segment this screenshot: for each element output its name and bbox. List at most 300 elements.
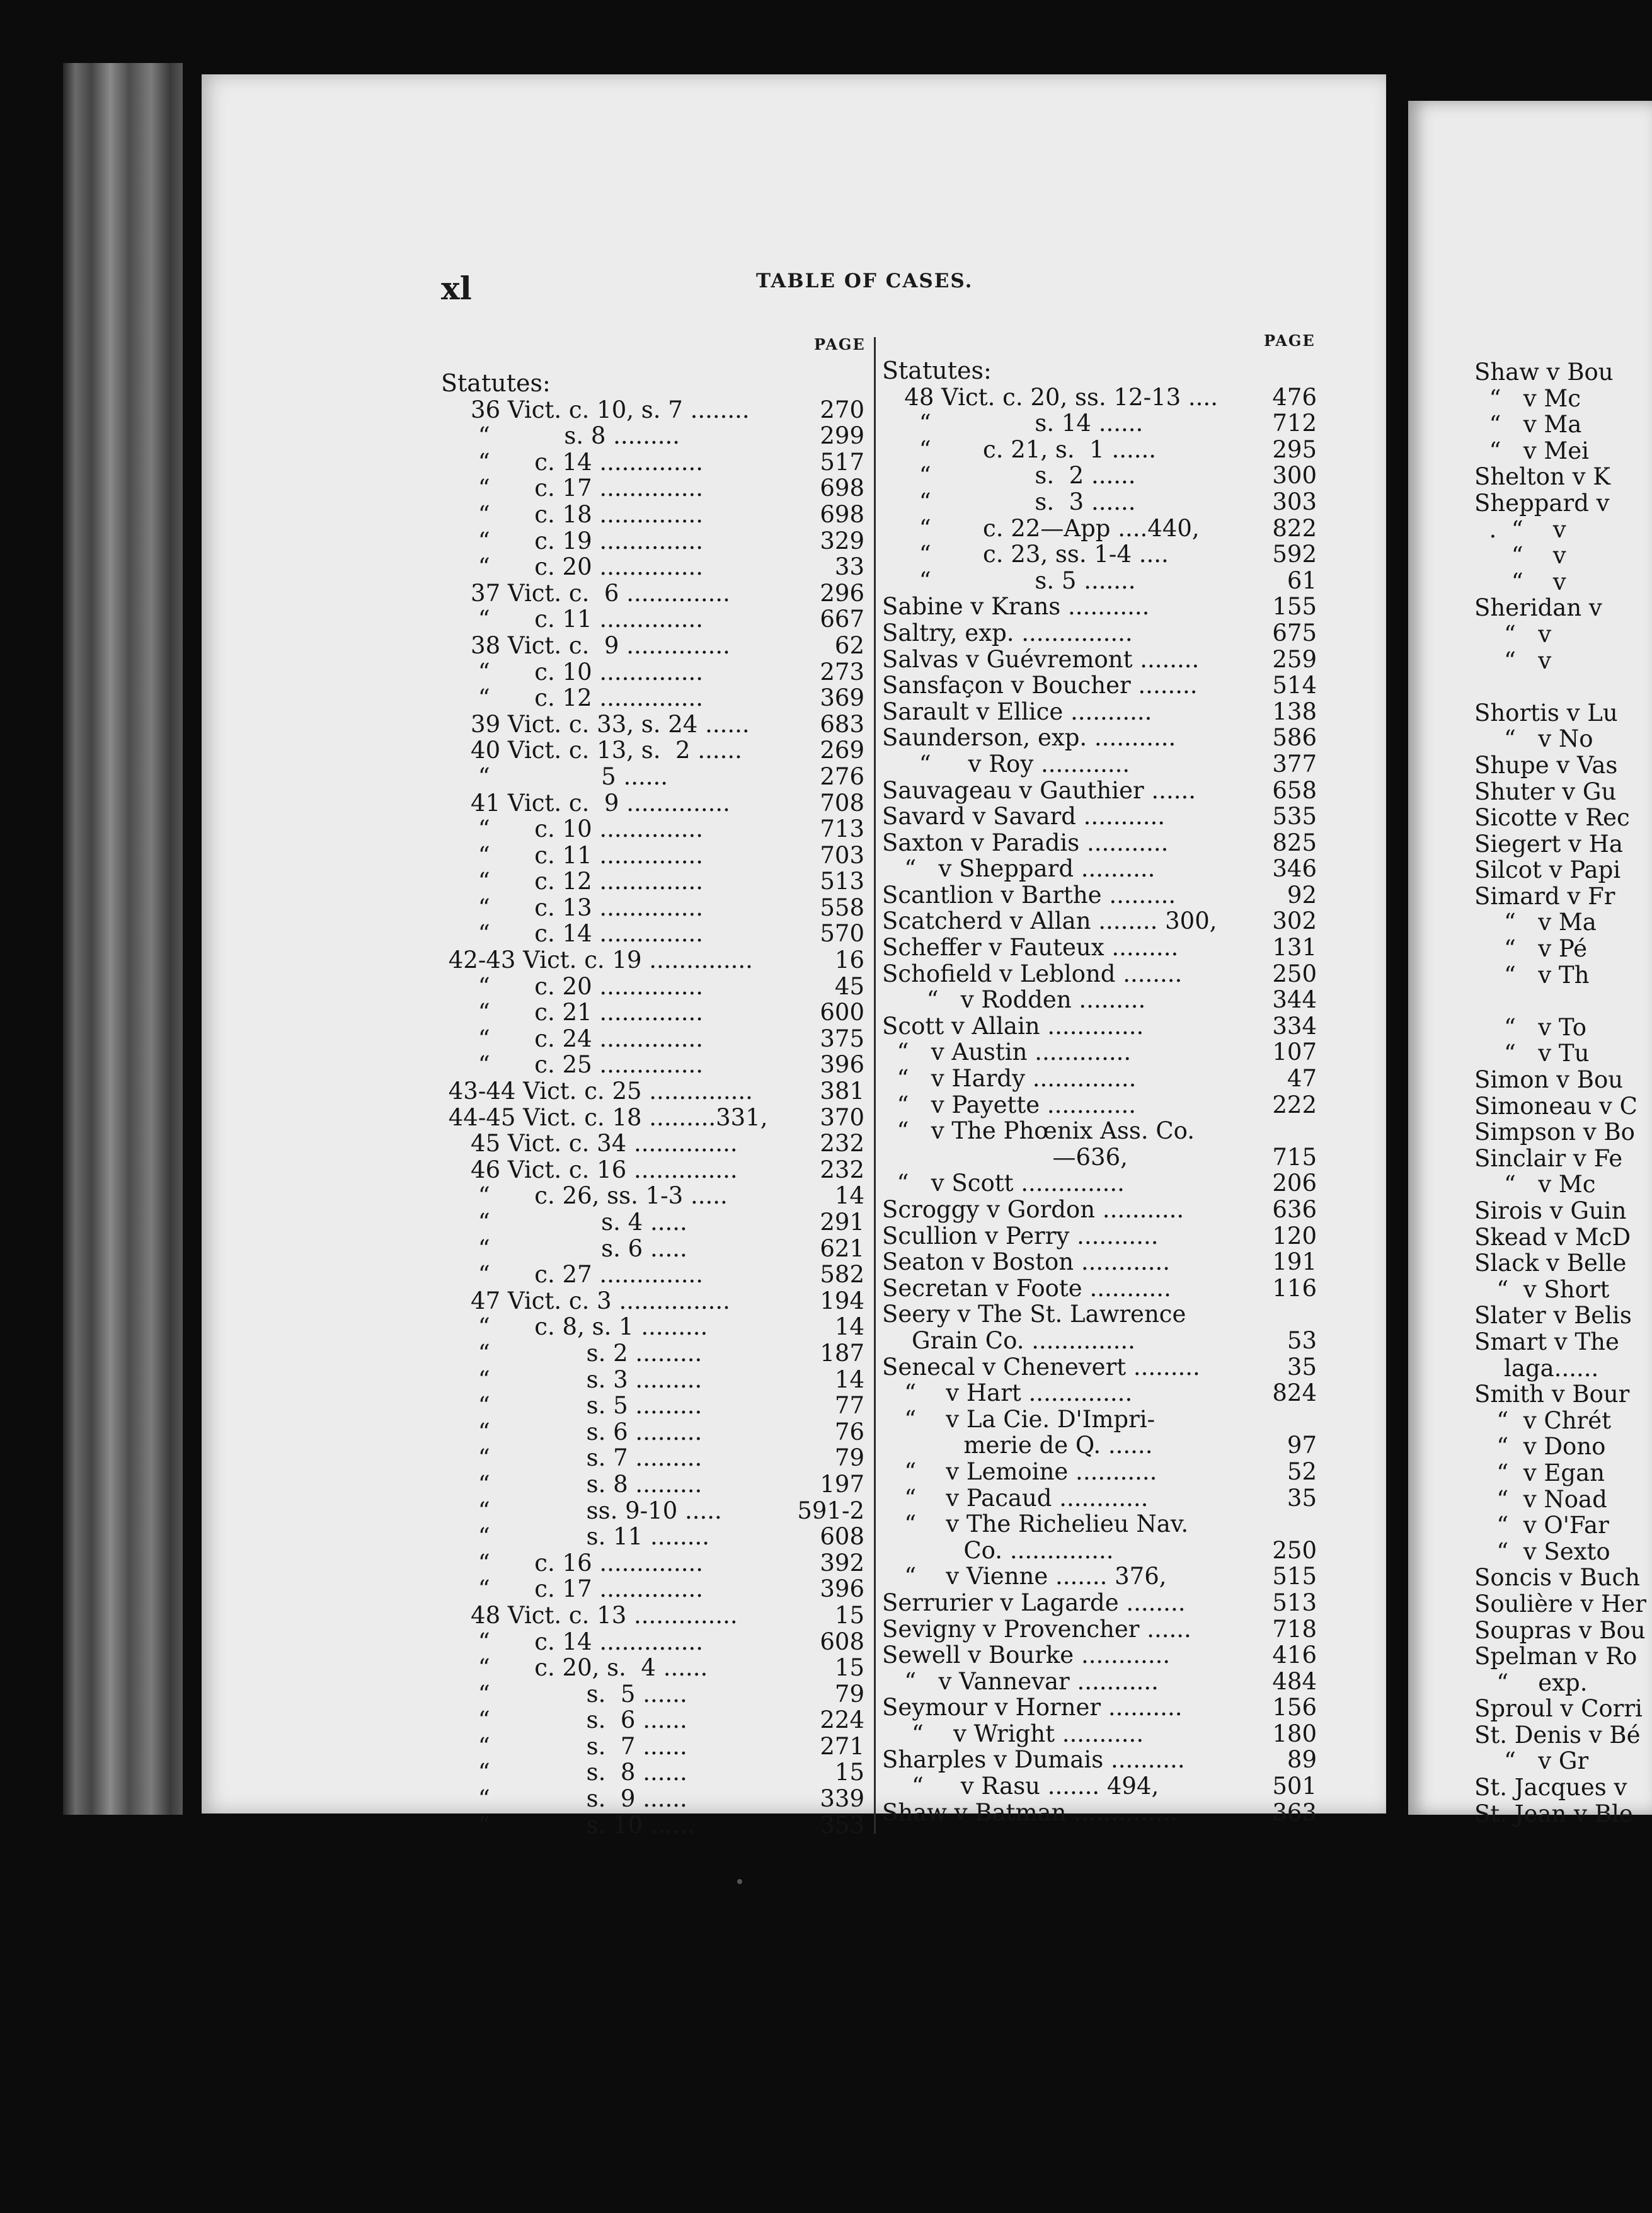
index-entry (882, 541, 1317, 568)
index-entry-partial (1474, 988, 1652, 1015)
running-head: TABLE OF CASES. (756, 270, 973, 292)
case-or-statute-name: “ c. 19 .............. (441, 527, 704, 555)
page-reference: 131 (1272, 934, 1317, 962)
page-reference: 570 (820, 920, 864, 948)
index-entry (882, 1511, 1317, 1538)
page-reference: 396 (820, 1575, 864, 1603)
page-reference: 582 (820, 1261, 864, 1289)
case-or-statute-name: “ s. 6 ..... (441, 1234, 687, 1262)
page-reference: 187 (820, 1339, 864, 1367)
page-reference: 514 (1272, 672, 1317, 699)
index-entry (882, 1590, 1317, 1616)
page-reference: 76 (834, 1418, 864, 1446)
index-entry-partial: Sicotte v Rec (1474, 804, 1630, 832)
index-entry-partial: “ v Egan (1474, 1459, 1605, 1486)
case-or-statute-name: “ c. 20, s. 4 ...... (441, 1654, 708, 1682)
case-or-statute-name: Schofield v Leblond ........ (882, 960, 1183, 987)
index-entry (441, 1236, 864, 1262)
case-or-statute-name: 45 Vict. c. 34 .............. (441, 1130, 738, 1158)
page-reference: 52 (1287, 1457, 1317, 1485)
case-or-statute-name: 37 Vict. c. 6 .............. (441, 579, 730, 607)
index-entry (882, 1328, 1317, 1354)
page-reference: 339 (820, 1785, 864, 1813)
book-page-edges (63, 63, 183, 1815)
index-entry-partial: “ v Pé (1474, 935, 1588, 963)
page-reference: 120 (1272, 1222, 1317, 1250)
case-or-statute-name: “ v Vannevar ........... (882, 1667, 1159, 1695)
index-entry (441, 790, 864, 817)
page-reference: 558 (820, 894, 864, 921)
page-reference: 334 (1272, 1012, 1317, 1040)
index-entry-partial: St. Jacques v (1474, 1774, 1627, 1802)
column-divider (874, 337, 876, 1834)
index-entry (441, 580, 864, 607)
index-entry-partial: Sheridan v (1474, 594, 1602, 622)
case-or-statute-name: “ s. 8 ......... (441, 422, 680, 450)
case-or-statute-name: “ v Wright ........... (882, 1720, 1144, 1747)
page-reference: 698 (820, 500, 864, 528)
page-reference: 370 (820, 1103, 864, 1131)
left-column-entries (441, 371, 864, 1838)
index-entry (882, 1538, 1317, 1564)
case-or-statute-name: “ c. 23, ss. 1-4 .... (882, 541, 1169, 568)
case-or-statute-name: “ v Scott .............. (882, 1170, 1125, 1197)
index-entry-partial: “ v (1474, 620, 1552, 648)
index-entry (441, 974, 864, 1000)
index-entry-partial: Shelton v K (1474, 463, 1610, 491)
index-entry (882, 1039, 1317, 1066)
page-reference: 344 (1272, 986, 1317, 1014)
index-entry (882, 1301, 1317, 1328)
case-or-statute-name: “ v The Phœnix Ass. Co. (882, 1117, 1195, 1145)
page-reference: 35 (1287, 1484, 1317, 1512)
page-reference: 92 (1287, 881, 1317, 909)
index-entry (882, 830, 1317, 856)
case-or-statute-name: 39 Vict. c. 33, s. 24 ...... (441, 710, 750, 738)
page-reference: 224 (820, 1706, 864, 1734)
case-or-statute-name: Statutes: (882, 357, 992, 384)
page-reference: 712 (1272, 410, 1317, 437)
page-reference: 155 (1272, 593, 1317, 621)
index-entry (441, 1681, 864, 1708)
index-entry (882, 1459, 1317, 1485)
case-or-statute-name: “ c. 14 .............. (441, 448, 704, 476)
case-or-statute-name: Saxton v Paradis ........... (882, 829, 1169, 856)
index-entry (441, 868, 864, 895)
index-entry (882, 1275, 1317, 1302)
page-reference: 329 (820, 527, 864, 555)
index-entry-partial: Soupras v Bou (1474, 1616, 1646, 1644)
index-entry-partial: Sproul v Corri (1474, 1695, 1643, 1723)
page-reference: 47 (1287, 1065, 1317, 1093)
page-reference: 14 (834, 1365, 864, 1393)
page-reference: 377 (1272, 750, 1317, 778)
index-entry (441, 1209, 864, 1236)
page-reference: 608 (820, 1628, 864, 1655)
index-entry (441, 371, 864, 397)
index-entry-partial: “ v Sexto (1474, 1538, 1610, 1565)
page-reference: 53 (1287, 1326, 1317, 1354)
page-reference: 222 (1272, 1091, 1317, 1118)
index-entry-partial: “ v Dono (1474, 1433, 1606, 1461)
index-entry (882, 751, 1317, 778)
index-entry (882, 803, 1317, 830)
case-or-statute-name: “ s. 3 ......... (441, 1365, 703, 1393)
index-entry (882, 1721, 1317, 1747)
index-entry (441, 606, 864, 633)
case-or-statute-name: “ c. 10 .............. (441, 658, 704, 686)
index-entry-partial: Sheppard v (1474, 489, 1610, 517)
page-reference: 703 (820, 841, 864, 869)
case-or-statute-name: “ s. 9 ...... (441, 1785, 687, 1813)
page-reference: 501 (1272, 1773, 1317, 1800)
index-entry (882, 594, 1317, 620)
case-or-statute-name: 48 Vict. c. 20, ss. 12-13 .... (882, 383, 1218, 411)
case-or-statute-name: 38 Vict. c. 9 .............. (441, 631, 730, 659)
page-reference: 476 (1272, 383, 1317, 411)
index-entry (441, 921, 864, 947)
case-or-statute-name: “ c. 25 .............. (441, 1051, 704, 1079)
page-column-label-right: PAGE (1264, 331, 1316, 350)
page-reference: 15 (834, 1601, 864, 1629)
case-or-statute-name: “ v Austin ............. (882, 1038, 1132, 1066)
case-or-statute-name: “ s. 2 ...... (882, 462, 1136, 490)
index-entry (882, 1354, 1317, 1381)
index-entry-partial: “ v Mei (1474, 437, 1590, 464)
index-entry (882, 987, 1317, 1013)
ink-dot (737, 1879, 742, 1884)
case-or-statute-name: Salvas v Guévremont ........ (882, 645, 1200, 673)
page-reference: 713 (820, 815, 864, 843)
index-entry-partial: Sinclair v Fe (1474, 1144, 1623, 1172)
index-entry (441, 1262, 864, 1288)
case-or-statute-name: “ v The Richelieu Nav. (882, 1510, 1189, 1538)
case-or-statute-name: “ s. 7 ......... (441, 1444, 703, 1472)
index-entry (882, 489, 1317, 515)
index-entry (441, 1367, 864, 1393)
page-reference: 346 (1272, 855, 1317, 883)
index-entry-partial: Slack v Belle (1474, 1250, 1627, 1277)
case-or-statute-name: “ c. 21, s. 1 ...... (882, 435, 1157, 463)
index-entry-partial: “ v Short (1474, 1275, 1610, 1303)
index-entry-partial: “ v Ma (1474, 909, 1597, 936)
index-entry-partial: Shortis v Lu (1474, 699, 1618, 727)
page-reference: 592 (1272, 541, 1317, 568)
index-entry (441, 659, 864, 686)
case-or-statute-name: Scullion v Perry ........... (882, 1222, 1159, 1250)
page-reference: 180 (1272, 1720, 1317, 1747)
index-entry (441, 423, 864, 449)
index-entry (441, 1130, 864, 1157)
case-or-statute-name: 42-43 Vict. c. 19 .............. (441, 946, 753, 974)
page-reference: 194 (820, 1287, 864, 1314)
page-reference: 296 (820, 579, 864, 607)
index-entry (882, 699, 1317, 725)
case-or-statute-name: “ c. 11 .............. (441, 606, 704, 633)
index-entry (882, 1616, 1317, 1643)
page-reference: 156 (1272, 1694, 1317, 1722)
index-entry-partial: Smith v Bour (1474, 1381, 1630, 1408)
index-entry (882, 1406, 1317, 1433)
case-or-statute-name: “ v Pacaud ............ (882, 1484, 1149, 1512)
case-or-statute-name: “ c. 20 .............. (441, 553, 704, 581)
index-entry-partial: “ v No (1474, 725, 1593, 753)
page-reference: 715 (1272, 1143, 1317, 1171)
index-entry (441, 947, 864, 974)
index-entry (441, 1471, 864, 1498)
index-entry (441, 1078, 864, 1105)
page-reference: 232 (820, 1156, 864, 1183)
case-or-statute-name: “ s. 10 ...... (441, 1811, 695, 1839)
page-reference: 14 (834, 1313, 864, 1341)
index-entry (882, 358, 1317, 384)
case-or-statute-name: “ ss. 9-10 ..... (441, 1497, 722, 1524)
index-entry-partial: Silcot v Papi (1474, 856, 1621, 884)
page-reference: 698 (820, 474, 864, 502)
index-entry (441, 1445, 864, 1471)
page-reference: 822 (1272, 514, 1317, 542)
index-entry (441, 1550, 864, 1577)
page-reference: 825 (1272, 829, 1317, 856)
page-reference: 107 (1272, 1038, 1317, 1066)
index-entry-partial: “ exp. (1474, 1669, 1588, 1696)
page-reference: 35 (1287, 1353, 1317, 1381)
index-entry (882, 437, 1317, 463)
case-or-statute-name: “ v Rasu ....... 494, (882, 1773, 1159, 1800)
index-entry (882, 856, 1317, 882)
index-entry-partial: laga...... (1474, 1354, 1599, 1382)
page-reference: 206 (1272, 1170, 1317, 1197)
page-reference: 62 (834, 631, 864, 659)
index-entry (441, 737, 864, 764)
index-entry (441, 1733, 864, 1760)
index-entry (441, 842, 864, 869)
case-or-statute-name: Co. .............. (882, 1536, 1114, 1564)
index-entry (441, 1393, 864, 1419)
case-or-statute-name: “ s. 4 ..... (441, 1209, 687, 1236)
index-entry (882, 647, 1317, 673)
index-entry (441, 1419, 864, 1446)
index-entry (441, 816, 864, 842)
index-entry (882, 1249, 1317, 1275)
case-or-statute-name: Saunderson, exp. ........... (882, 724, 1176, 752)
index-entry-partial: “ v (1474, 568, 1566, 595)
index-entry-partial: Simoneau v C (1474, 1092, 1638, 1120)
index-entry (882, 463, 1317, 489)
case-or-statute-name: Serrurier v Lagarde ........ (882, 1589, 1186, 1616)
index-entry-partial: “ v Mc (1474, 384, 1581, 412)
case-or-statute-name: “ v Hart .............. (882, 1379, 1133, 1407)
index-entry (882, 1800, 1317, 1826)
case-or-statute-name: Seaton v Boston ............ (882, 1248, 1171, 1276)
page-reference: 396 (820, 1051, 864, 1079)
index-entry (882, 908, 1317, 934)
case-or-statute-name: Scantlion v Barthe ......... (882, 881, 1176, 909)
index-entry (441, 764, 864, 790)
index-entry (441, 633, 864, 659)
page-reference: 79 (834, 1680, 864, 1708)
case-or-statute-name: Sarault v Ellice ........... (882, 698, 1152, 725)
case-or-statute-name: “ c. 12 .............. (441, 868, 704, 895)
index-entry (882, 1197, 1317, 1223)
case-or-statute-name: Seymour v Horner .......... (882, 1694, 1183, 1722)
case-or-statute-name: “ c. 12 .............. (441, 684, 704, 712)
index-entry (441, 1576, 864, 1602)
case-or-statute-name: Sharples v Dumais .......... (882, 1746, 1185, 1774)
page-reference: 658 (1272, 776, 1317, 804)
page-reference: 718 (1272, 1615, 1317, 1643)
case-or-statute-name: Sabine v Krans ........... (882, 593, 1150, 621)
index-entry (441, 1157, 864, 1183)
index-entry-partial: “ v Th (1474, 961, 1590, 989)
case-or-statute-name: “ c. 18 .............. (441, 500, 704, 528)
page-reference: 14 (834, 1182, 864, 1210)
index-entry-partial: “ v Gr (1474, 1747, 1589, 1775)
page-reference: 708 (820, 789, 864, 817)
index-entry (441, 449, 864, 476)
case-or-statute-name: “ v Payette ............ (882, 1091, 1137, 1118)
index-entry (441, 1602, 864, 1629)
index-entry-partial (1474, 674, 1652, 700)
case-or-statute-name: “ s. 5 ....... (882, 566, 1136, 594)
index-entry-partial: “ v Ma (1474, 411, 1582, 439)
case-or-statute-name: Savard v Savard ........... (882, 803, 1166, 831)
index-entry-partial: Shuter v Gu (1474, 778, 1617, 805)
case-or-statute-name: 40 Vict. c. 13, s. 2 ...... (441, 737, 742, 764)
index-entry (441, 711, 864, 738)
page-reference: 89 (1287, 1746, 1317, 1774)
index-entry (441, 1786, 864, 1812)
index-entry (441, 528, 864, 555)
page-reference: 302 (1272, 907, 1317, 935)
page-reference: 61 (1287, 566, 1317, 594)
index-entry (441, 1340, 864, 1367)
case-or-statute-name: “ s. 8 ...... (441, 1759, 687, 1786)
index-entry-partial: “ v To (1474, 1013, 1586, 1041)
case-or-statute-name: 44-45 Vict. c. 18 .........331, (441, 1103, 768, 1131)
page-reference: 16 (834, 946, 864, 974)
index-entry (441, 502, 864, 528)
case-or-statute-name: “ s. 14 ...... (882, 410, 1144, 437)
page-reference: 591-2 (797, 1497, 864, 1524)
index-entry-partial: “ v Tu (1474, 1040, 1590, 1067)
case-or-statute-name: merie de Q. ...... (882, 1432, 1153, 1459)
page-reference: 33 (834, 553, 864, 581)
index-entry (441, 1498, 864, 1524)
index-entry (882, 672, 1317, 699)
index-entry-partial: St. Jean v Ble (1474, 1800, 1633, 1827)
page-reference: 513 (820, 868, 864, 895)
index-entry-partial: Simpson v Bo (1474, 1118, 1635, 1146)
page-reference: 675 (1272, 619, 1317, 647)
case-or-statute-name: “ c. 26, ss. 1-3 ..... (441, 1182, 728, 1210)
index-entry (882, 384, 1317, 411)
case-or-statute-name: “ c. 22—App ....440, (882, 514, 1200, 542)
case-or-statute-name: “ v Vienne ....... 376, (882, 1563, 1167, 1590)
index-entry-partial: “ v Mc (1474, 1171, 1596, 1198)
case-or-statute-name: Secretan v Foote ........... (882, 1274, 1171, 1302)
page-reference: 232 (820, 1130, 864, 1158)
index-entry (441, 1314, 864, 1340)
case-or-statute-name: Statutes: (441, 369, 551, 397)
case-or-statute-name: “ 5 ...... (441, 762, 668, 790)
index-entry (441, 1759, 864, 1786)
case-or-statute-name: Senecal v Chenevert ......... (882, 1353, 1200, 1381)
page-reference: 369 (820, 684, 864, 712)
index-entry (441, 1655, 864, 1681)
index-entry-partial: . “ v (1474, 515, 1566, 543)
case-or-statute-name: Sansfaçon v Boucher ........ (882, 672, 1198, 699)
page-reference: 97 (1287, 1432, 1317, 1459)
page-reference: 513 (1272, 1589, 1317, 1616)
case-or-statute-name: “ c. 14 .............. (441, 1628, 704, 1655)
page-reference: 381 (820, 1078, 864, 1105)
page-reference: 15 (834, 1654, 864, 1682)
index-entry (882, 620, 1317, 647)
case-or-statute-name: Scatcherd v Allan ........ 300, (882, 907, 1217, 935)
index-entry (882, 1223, 1317, 1250)
page-number: xl (441, 270, 472, 307)
index-entry (882, 1747, 1317, 1773)
case-or-statute-name: “ c. 21 .............. (441, 999, 704, 1026)
case-or-statute-name: 43-44 Vict. c. 25 .............. (441, 1078, 753, 1105)
page-reference: 250 (1272, 1536, 1317, 1564)
index-entry (441, 1026, 864, 1052)
index-entry (441, 397, 864, 423)
case-or-statute-name: Grain Co. .............. (882, 1326, 1135, 1354)
case-or-statute-name: “ v Hardy .............. (882, 1065, 1137, 1093)
case-or-statute-name: “ c. 10 .............. (441, 815, 704, 843)
page-reference: 515 (1272, 1563, 1317, 1590)
index-entry (882, 410, 1317, 437)
index-entry (882, 725, 1317, 751)
index-entry-partial: Siegert v Ha (1474, 830, 1623, 858)
index-entry-partial: Simon v Bou (1474, 1066, 1624, 1094)
index-entry (441, 1629, 864, 1655)
case-or-statute-name: Scott v Allain ............. (882, 1012, 1144, 1040)
page-reference: 375 (820, 1025, 864, 1052)
page-reference: 824 (1272, 1379, 1317, 1407)
case-or-statute-name: 41 Vict. c. 9 .............. (441, 789, 730, 817)
index-entry-partial: St. Denis v Bé (1474, 1721, 1641, 1749)
case-or-statute-name: “ s. 6 ...... (441, 1706, 687, 1734)
index-entry (882, 1432, 1317, 1459)
page-reference: 270 (820, 396, 864, 423)
index-entry-partial: Slater v Belis (1474, 1302, 1632, 1330)
index-entry-partial: Sirois v Guin (1474, 1197, 1627, 1224)
index-entry (441, 554, 864, 580)
page-reference: 636 (1272, 1196, 1317, 1223)
page-reference: 392 (820, 1549, 864, 1577)
page-reference: 416 (1272, 1641, 1317, 1669)
index-entry (882, 1694, 1317, 1721)
case-or-statute-name: “ c. 11 .............. (441, 841, 704, 869)
case-or-statute-name: “ s. 6 ......... (441, 1418, 703, 1446)
index-entry-partial: “ v (1474, 647, 1552, 674)
page-reference: 353 (820, 1811, 864, 1839)
page-reference: 273 (820, 658, 864, 686)
page-reference: 586 (1272, 724, 1317, 752)
page-reference: 45 (834, 972, 864, 1000)
index-entry (441, 685, 864, 711)
index-entry (441, 475, 864, 502)
index-entry (882, 961, 1317, 987)
page-reference: 517 (820, 448, 864, 476)
page-reference: 15 (834, 1759, 864, 1786)
case-or-statute-name: “ s. 7 ...... (441, 1732, 687, 1760)
index-entry (441, 1052, 864, 1078)
page-reference: 299 (820, 422, 864, 450)
